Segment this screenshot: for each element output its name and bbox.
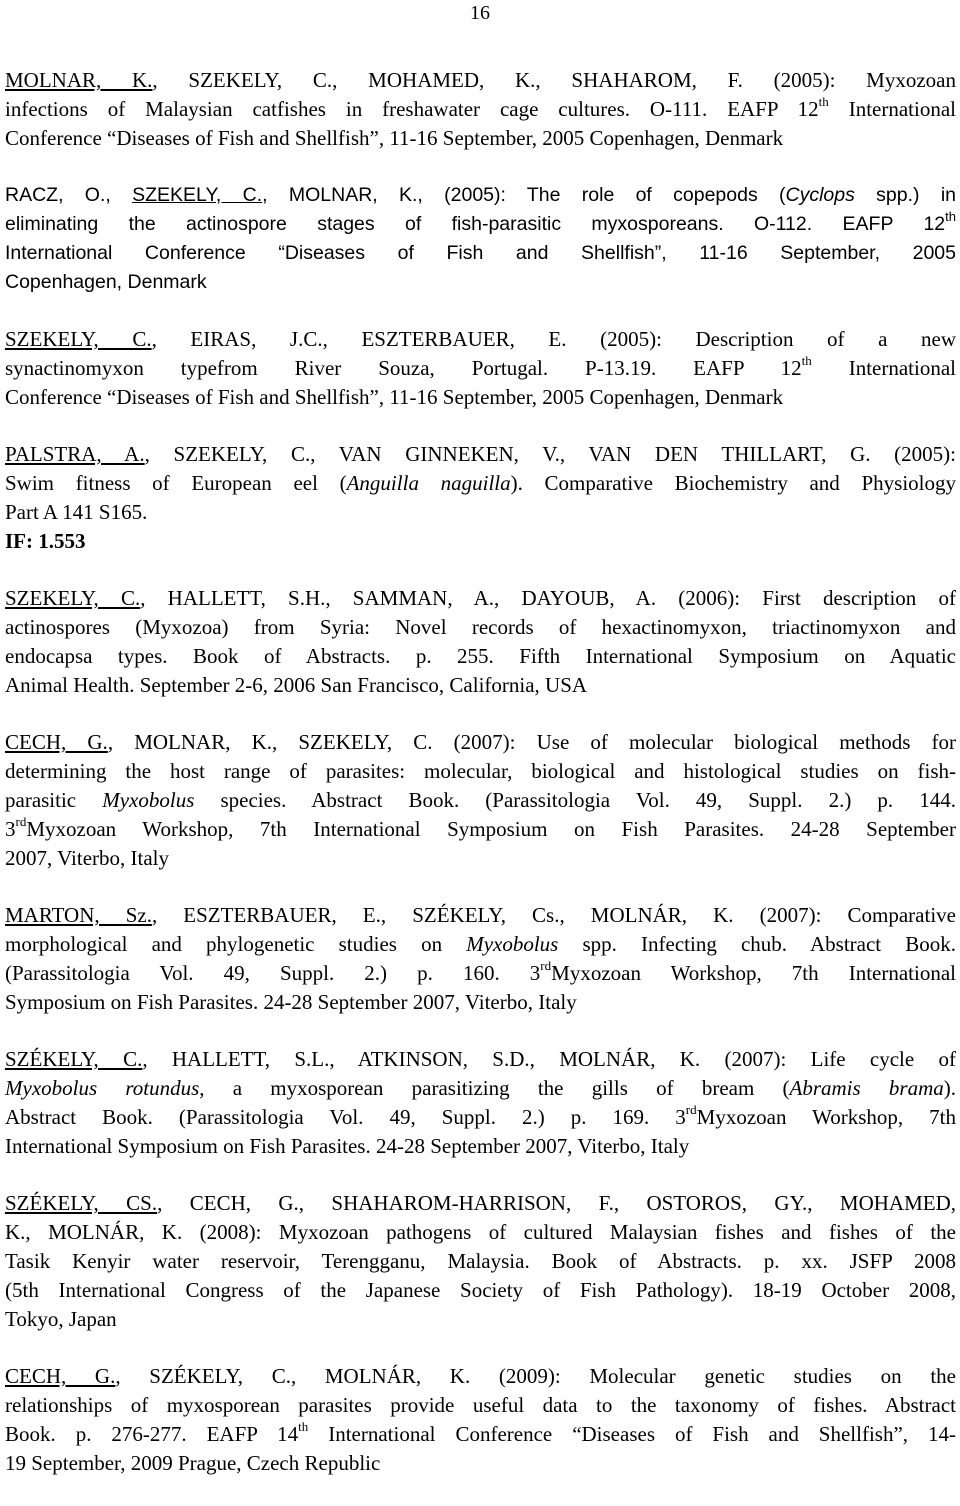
publication-entry-2: RACZ, O., SZEKELY, C., MOLNAR, K., (2005): The role of copepods (Cyclops spp.) in eliminating the actinospore stages of fish-parasitic myxosporeans. O-112. EAFP 12th International Conference “Diseases of Fish and Shellfish”, 11-16 September, 2005 Copenhagen, Denmark	[5, 184, 956, 293]
publication-entry-5: SZEKELY, C., HALLETT, S.H., SAMMAN, A., DAYOUB, A. (2006): First description of actinospores (Myxozoa) from Syria: Novel records of hexactinomyxon, triactinomyxon and endocapsa types. Book of Abstracts. p. 255. Fifth International Symposium on Aquatic Animal Health. September 2-6, 2006 San Francisco, California, USA	[5, 586, 956, 697]
publication-entry-9: SZÉKELY, CS., CECH, G., SHAHAROM-HARRISON, F., OSTOROS, GY., MOHAMED, K., MOLNÁR, K. (2008): Myxozoan pathogens of cultured Malaysian fishes and fishes of the Tasik Kenyir water reservoir, Terengganu, Malaysia. Book of Abstracts. p. xx. JSFP 2008 (5th International Congress of the Japanese Society of Fish Pathology). 18-19 October 2008, Tokyo, Japan	[5, 1191, 957, 1331]
publication-entry-6: CECH, G., MOLNAR, K., SZEKELY, C. (2007): Use of molecular biological methods for determining the host range of parasites: molecular, biological and histological studies on fish- parasitic Myxobolus species. Abstract Book. (Parassitologia Vol. 49, Suppl. 2.) p. 144. 3rdMyxozoan Workshop, 7th International Symposium on Fish Parasites. 24-28 September 2007, Viterbo, Italy	[5, 730, 956, 870]
highlighted-author: SZEKELY, C.	[5, 586, 141, 610]
publication-entry-1: MOLNAR, K., SZEKELY, C., MOHAMED, K., SHAHAROM, F. (2005): Myxozoan infections of Malaysian catfishes in freshawater cage cultures. O-111. EAFP 12th International Conference “Diseases of Fish and Shellfish”, 11-16 September, 2005 Copenhagen, Denmark	[5, 68, 956, 150]
publication-entry-10: CECH, G., SZÉKELY, C., MOLNÁR, K. (2009): Molecular genetic studies on the relationships of myxosporean parasites provide useful data to the taxonomy of fishes. Abstract Book. p. 276-277. EAFP 14th International Conference “Diseases of Fish and Shellfish”, 14- 19 September, 2009 Prague, Czech Republic	[5, 1364, 956, 1475]
highlighted-author: SZEKELY, C.	[132, 184, 263, 206]
highlighted-author: CECH, G.	[5, 730, 108, 754]
page-number: 16	[470, 2, 490, 24]
publication-list	[5, 66, 956, 1506]
impact-factor: IF: 1.553	[5, 529, 86, 553]
highlighted-author: PALSTRA, A.	[5, 442, 145, 466]
highlighted-author: MOLNAR, K.	[5, 68, 153, 92]
publication-entry-7: MARTON, Sz., ESZTERBAUER, E., SZÉKELY, Cs., MOLNÁR, K. (2007): Comparative morphological and phylogenetic studies on Myxobolus spp. Infecting chub. Abstract Book. (Parassitologia Vol. 49, Suppl. 2.) p. 160. 3rdMyxozoan Workshop, 7th International Symposium on Fish Parasites. 24-28 September 2007, Viterbo, Italy	[5, 903, 956, 1014]
publication-entry-4: PALSTRA, A., SZEKELY, C., VAN GINNEKEN, V., VAN DEN THILLART, G. (2005): Swim fitness of European eel (Anguilla naguilla). Comparative Biochemistry and Physiology Part A 141 S165. IF: 1.553	[5, 440, 956, 556]
highlighted-author: CECH, G.	[5, 1364, 116, 1388]
publication-entry-8: SZÉKELY, C., HALLETT, S.L., ATKINSON, S.D., MOLNÁR, K. (2007): Life cycle of Myxobolus rotundus, a myxosporean parasitizing the gills of bream (Abramis brama). Abstract Book. (Parassitologia Vol. 49, Suppl. 2.) p. 169. 3rdMyxozoan Workshop, 7th International Symposium on Fish Parasites. 24-28 September 2007, Viterbo, Italy	[5, 1047, 956, 1158]
publication-entry-3: SZEKELY, C., EIRAS, J.C., ESZTERBAUER, E. (2005): Description of a new synactinomyxon typefrom River Souza, Portugal. P-13.19. EAFP 12th International Conference “Diseases of Fish and Shellfish”, 11-16 September, 2005 Copenhagen, Denmark	[5, 327, 956, 409]
highlighted-author: MARTON, Sz.	[5, 903, 152, 927]
highlighted-author: SZEKELY, C.	[5, 327, 152, 351]
highlighted-author: SZÉKELY, CS.	[5, 1191, 158, 1215]
highlighted-author: SZÉKELY, C.	[5, 1047, 143, 1071]
